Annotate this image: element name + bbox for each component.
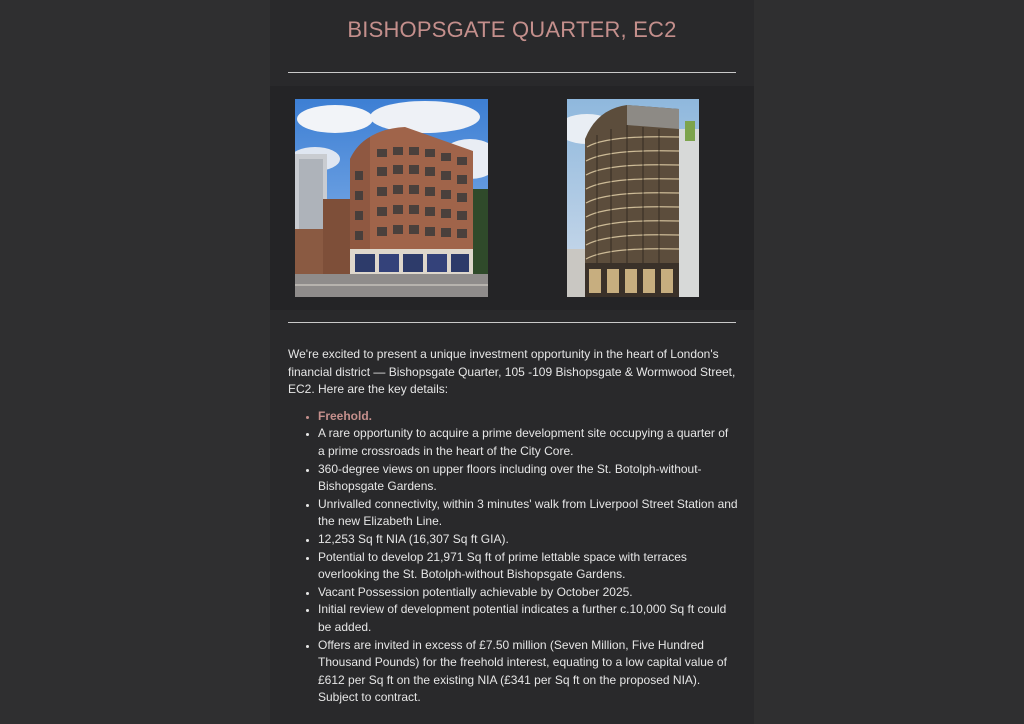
divider-bottom	[288, 322, 736, 323]
detail-item: • Initial review of development potential indicates a further c.10,000 Sq ft could be added.	[318, 601, 738, 636]
detail-item: • Unrivalled connectivity, within 3 minutes' walk from Liverpool Street Station and the new Elizabeth Line.	[318, 496, 738, 531]
email-body	[270, 0, 754, 724]
detail-freehold: • Freehold.	[318, 408, 738, 426]
key-details-list	[288, 408, 738, 707]
bishopsgate-proposed-building-render	[567, 99, 699, 297]
divider-top	[288, 72, 736, 73]
detail-item: • 12,253 Sq ft NIA (16,307 Sq ft GIA).	[318, 531, 738, 549]
email-content	[288, 346, 738, 707]
detail-item: • A rare opportunity to acquire a prime development site occupying a quarter of a prime crossroads in the heart of the City Core.	[318, 425, 738, 460]
detail-item: • Offers are invited in excess of £7.50 million (Seven Million, Five Hundred Thousand Pounds) for the freehold interest, equating to a low capital value of £612 per Sq ft on the existing NIA (£341 per Sq ft on the proposed NIA). Subject to contract.	[318, 637, 738, 707]
image-row	[270, 86, 754, 310]
detail-item: • Vacant Possession potentially achievable by October 2025.	[318, 584, 738, 602]
bishopsgate-existing-building-photo	[295, 99, 488, 297]
intro-paragraph: We're excited to present a unique investment opportunity in the heart of London's financial district — Bishopsgate Quarter, 105 -109 Bishopsgate & Wormwood Street, EC2. Here are the key details:	[288, 347, 736, 397]
detail-item: • 360-degree views on upper floors including over the St. Botolph-without-Bishopsgate Gardens.	[318, 461, 738, 496]
email-title: BISHOPSGATE QUARTER, EC2	[347, 17, 677, 42]
detail-item: • Potential to develop 21,971 Sq ft of prime lettable space with terraces overlooking the St. Botolph-without Bishopsgate Gardens.	[318, 549, 738, 584]
